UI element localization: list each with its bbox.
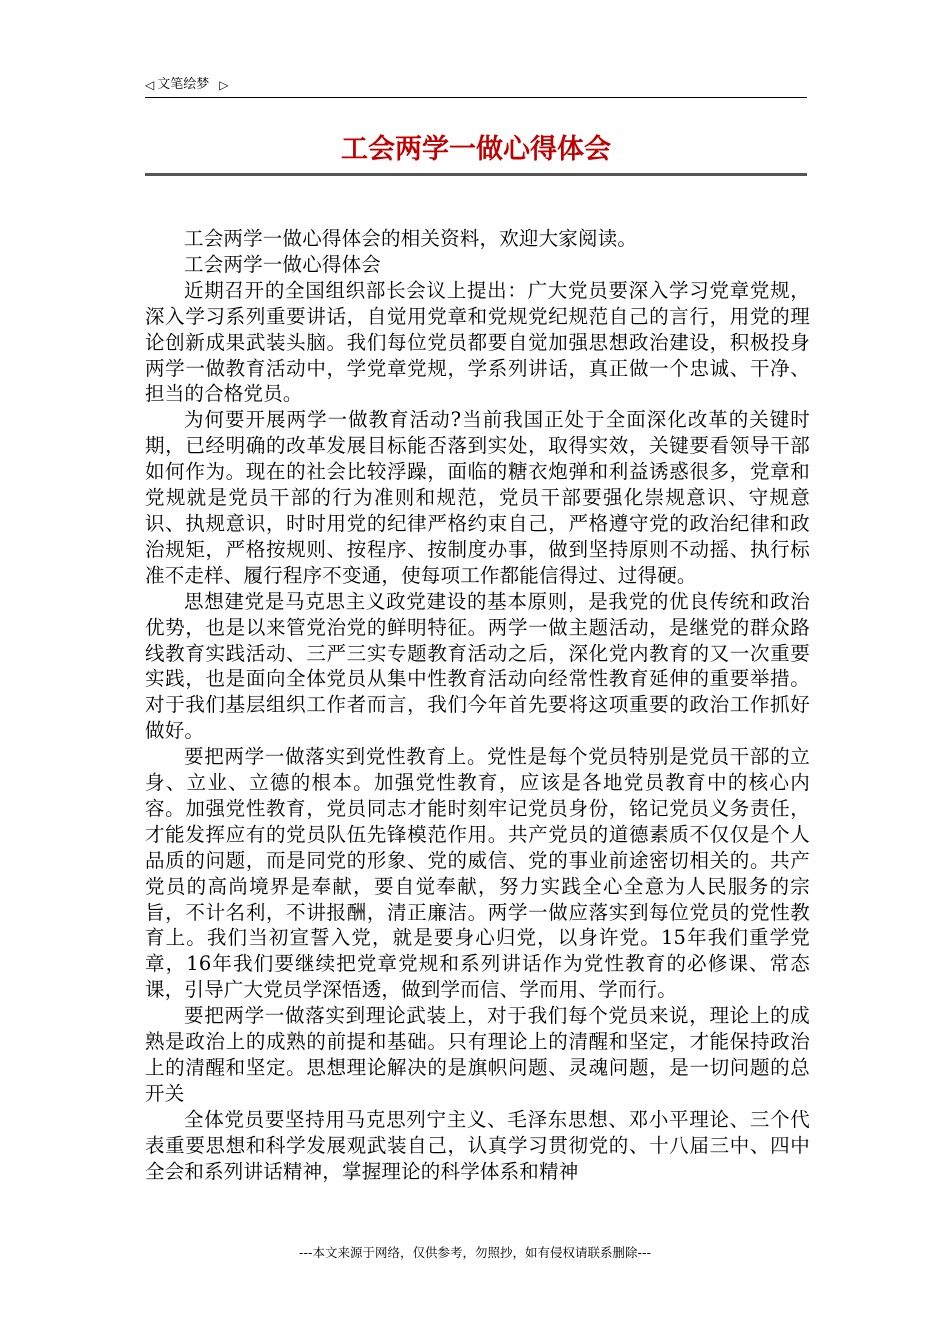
page-footer-disclaimer: ---本文来源于网络，仅供参考，勿照抄，如有侵权请联系删除---: [298, 1245, 652, 1260]
paragraph-intro: 工会两学一做心得体会的相关资料，欢迎大家阅读。: [184, 227, 638, 250]
triangle-left-icon: ◁: [145, 78, 155, 92]
paragraph: 近期召开的全国组织部长会议上提出：广大党员要深入学习党章党规，深入学习系列重要讲话，自觉用党章和党规党纪规范自己的言行，用党的理论创新成果武装头脑。我们每位党员都要自觉加强思想政治建设，积极投身两学一做教育活动中，学党章党规，学系列讲话，真正做一个忠诚、干净、担当的合格党员。: [145, 278, 810, 406]
title-divider: [145, 173, 807, 176]
paragraph: 思想建党是马克思主义政党建设的基本原则，是我党的优良传统和政治优势，也是以来管党治党的鲜明特征。两学一做主题活动，是继党的群众路线教育实践活动、三严三实专题教育活动之后，深化党内教育的又一次重要实践，也是面向全体党员从集中性教育活动向经常性教育延伸的重要举措。对于我们基层组织工作者而言，我们今年首先要将这项重要的政治工作抓好做好。: [145, 589, 810, 743]
header-divider: [145, 97, 807, 98]
brand-name: 文笔绘梦: [157, 77, 210, 92]
paragraph: 要把两学一做落实到理论武装上，对于我们每个党员来说，理论上的成熟是政治上的成熟的前提和基础。只有理论上的清醒和坚定，才能保持政治上的清醒和坚定。思想理论解决的是旗帜问题、灵魂问题，是一切问题的总开关: [145, 1004, 810, 1105]
paragraph: 要把两学一做落实到党性教育上。党性是每个党员特别是党员干部的立身、立业、立德的根本。加强党性教育，应该是各地党员教育中的核心内容。加强党性教育，党员同志才能时刻牢记党员身份，铭记党员义务责任，才能发挥应有的党员队伍先锋模范作用。共产党员的道德素质不仅仅是个人品质的问题，而是同党的形象、党的威信、党的事业前途密切相关的。共产党员的高尚境界是奉献，要自觉奉献，努力实践全心全意为人民服务的宗旨，不计名利，不讲报酬，清正廉洁。两学一做应落实到每位党员的党性教育上。我们当初宣誓入党，就是要身心归党，以身许党。15年我们重学党章，16年我们要继续把党章党规和系列讲话作为党性教育的必修课、常态课，引导广大党员学深悟透，做到学而信、学而用、学而行。: [145, 745, 810, 1002]
document-title: 工会两学一做心得体会: [341, 134, 611, 165]
triangle-right-icon: ▷: [219, 78, 229, 92]
document-body: [145, 226, 810, 1185]
page-header: [145, 74, 807, 96]
paragraph-subtitle: 工会两学一做心得体会: [184, 252, 382, 276]
paragraph: 全体党员要坚持用马克思列宁主义、毛泽东思想、邓小平理论、三个代表重要思想和科学发展观武装自己，认真学习贯彻党的、十八届三中、四中全会和系列讲话精神，掌握理论的科学体系和精神: [145, 1107, 810, 1183]
paragraph: 为何要开展两学一做教育活动?当前我国正处于全面深化改革的关键时期，已经明确的改革发展目标能否落到实处，取得实效，关键要看领导干部如何作为。现在的社会比较浮躁，面临的糖衣炮弹和利益诱惑很多，党章和党规就是党员干部的行为准则和规范，党员干部要强化崇规意识、守规意识、执规意识，时时用党的纪律严格约束自己，严格遵守党的政治纪律和政治规矩，严格按规则、按程序、按制度办事，做到坚持原则不动摇、执行标准不走样、履行程序不变通，使每项工作都能信得过、过得硬。: [145, 408, 810, 587]
